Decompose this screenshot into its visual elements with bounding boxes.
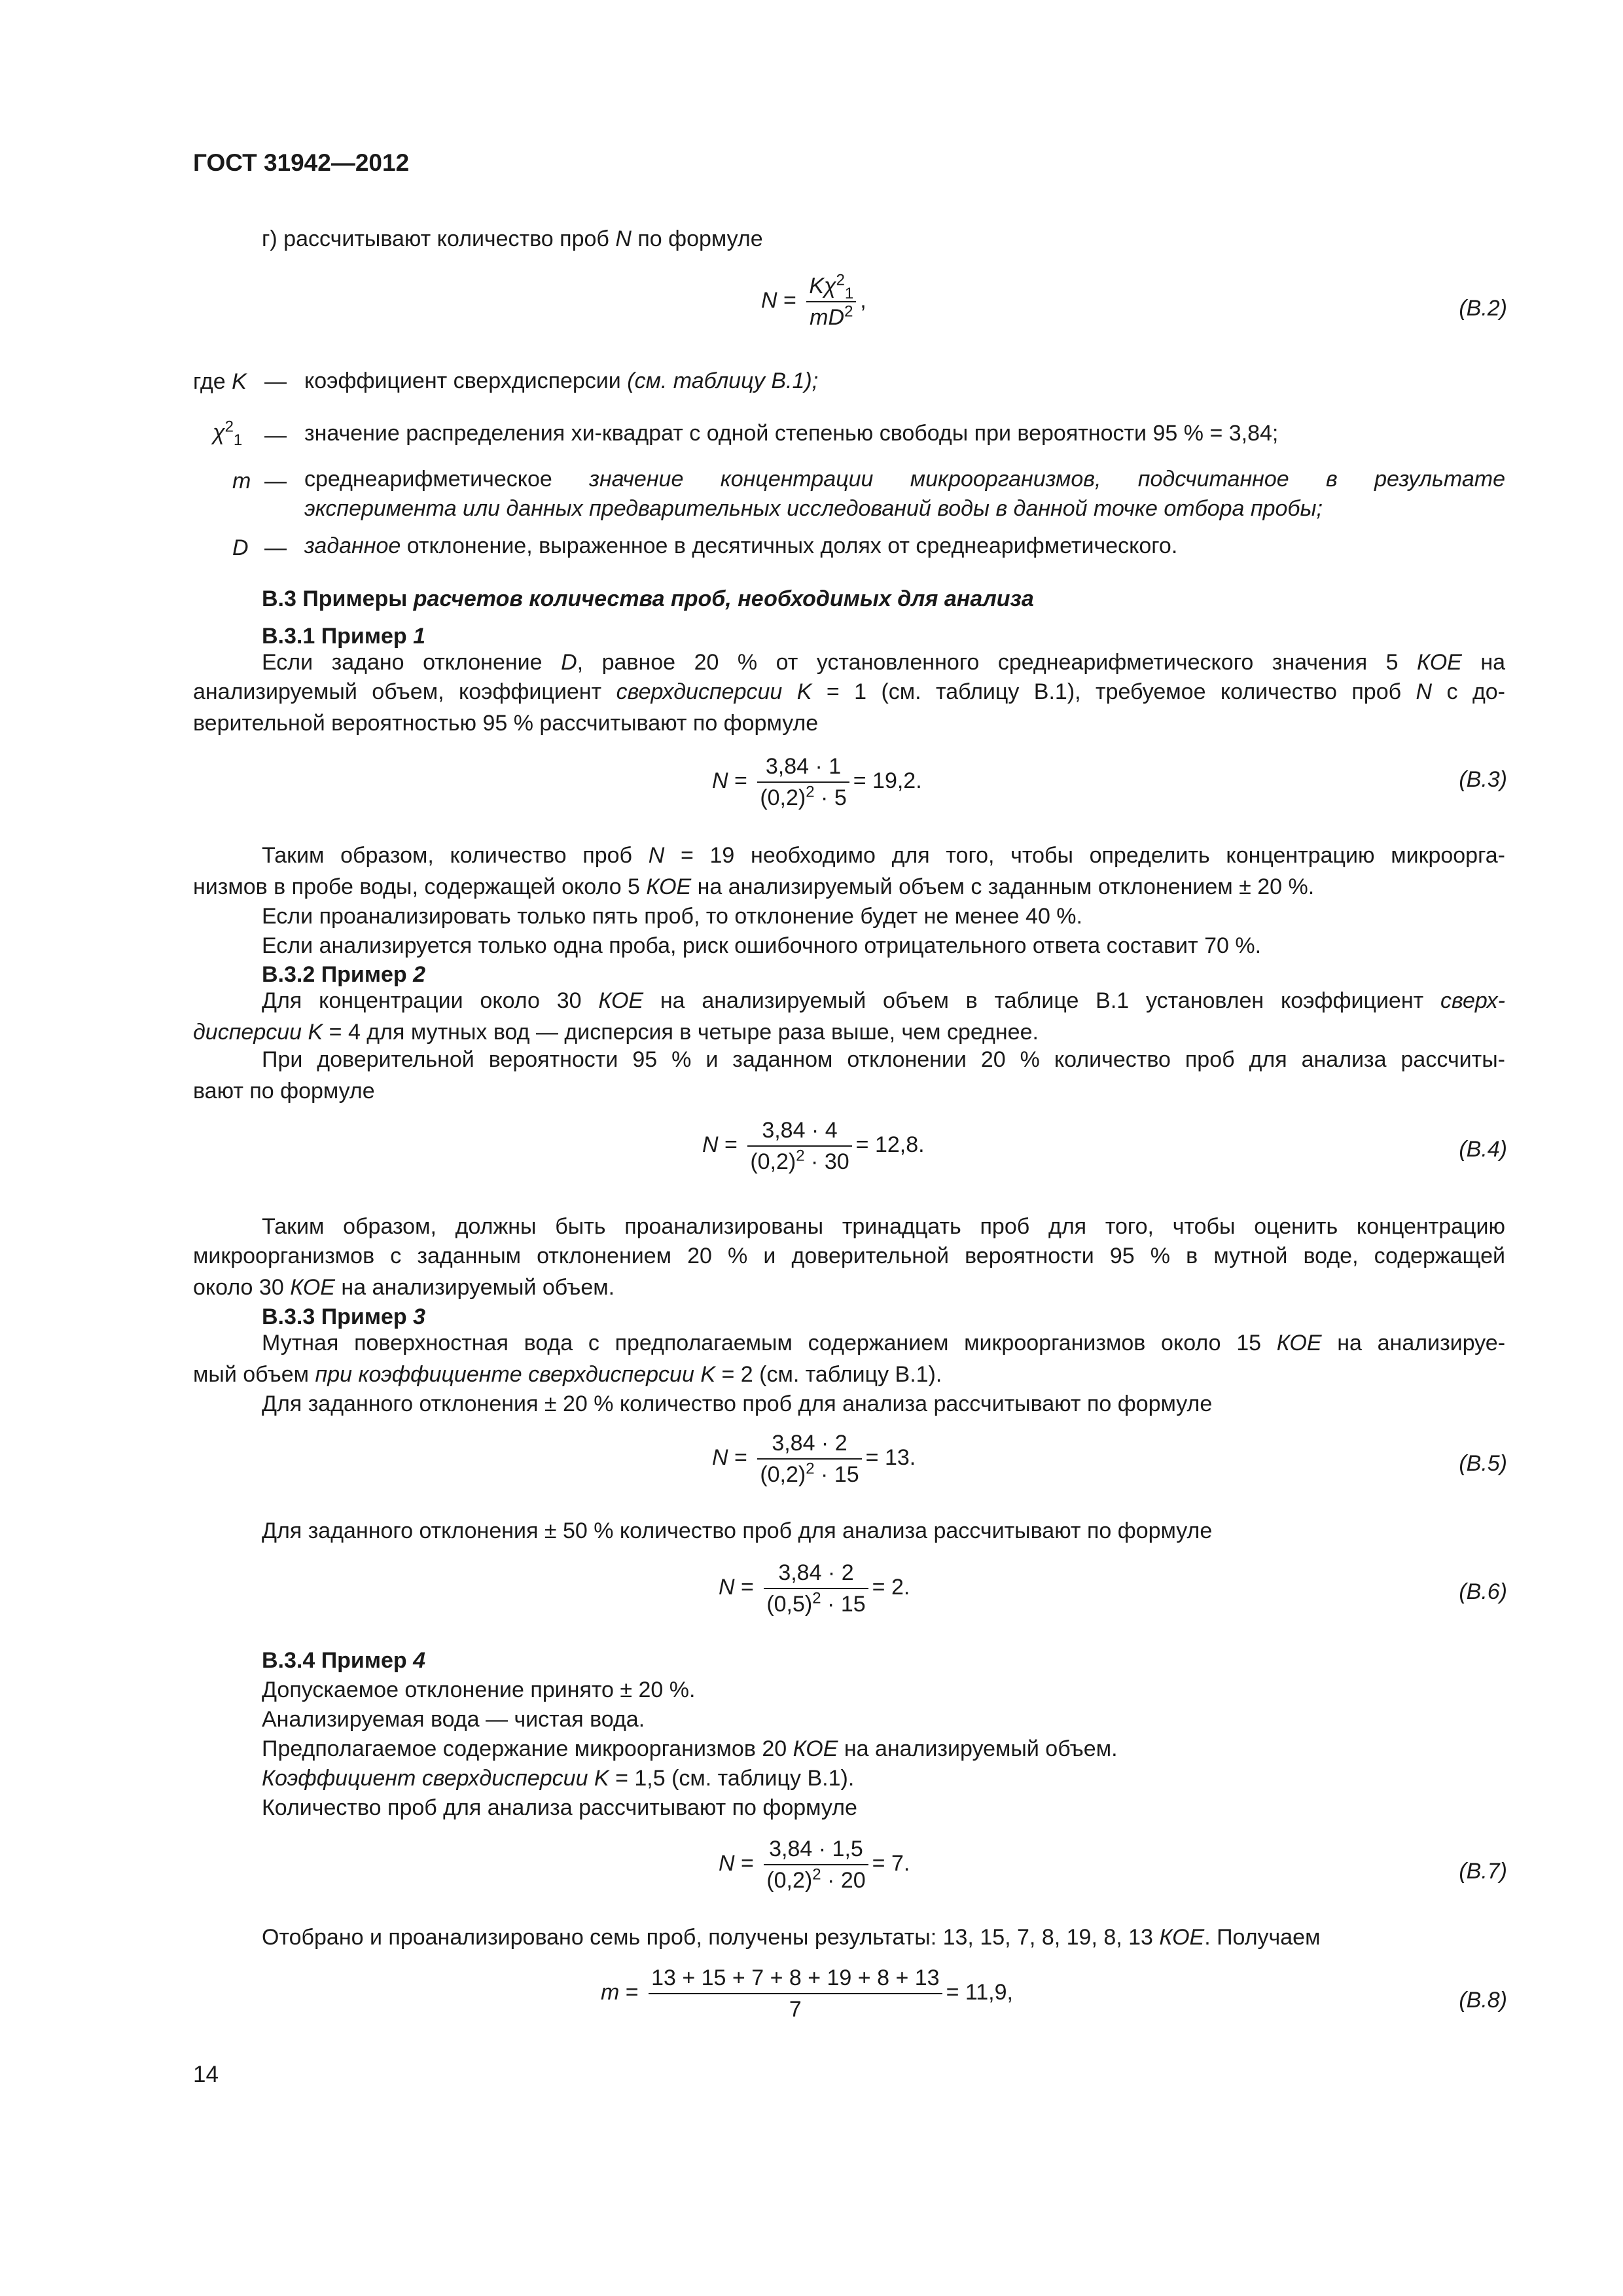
formula-b2-den-sup: 2 <box>844 302 853 321</box>
ex4-heading-text: В.3.4 Пример <box>262 1648 407 1673</box>
ex4-results-a: Отобрано и проанализировано семь проб, получены результаты: 13, 15, 7, 8, 19, 8, 13 <box>262 1925 1153 1950</box>
formula-b5-numerator: 3,84 · 2 <box>757 1432 861 1460</box>
ex3-heading <box>262 1306 425 1328</box>
formula-b7-den-tail: · 20 <box>827 1868 866 1893</box>
ex1-heading-num: 1 <box>413 624 426 649</box>
formula-b6-numerator: 3,84 · 2 <box>764 1562 868 1589</box>
formula-b8-label: (В.8) <box>1459 1988 1507 2013</box>
def-k-desc-italic: (см. таблицу В.1); <box>627 368 819 393</box>
formula-b6-lhs: N <box>719 1574 735 1600</box>
document-header: ГОСТ 31942—2012 <box>193 149 410 176</box>
formula-b5-den-tail: · 15 <box>821 1462 859 1487</box>
formula-b5-rhs: = 13. <box>865 1444 916 1470</box>
formula-b8: m = $\frac{13 + 15 + 7 + 8 + 19 + 8 + 13}{7}$ = 11,9, <box>601 1965 1013 2022</box>
ex1-p1-koe: КОЕ <box>1417 650 1462 675</box>
ex1-p4: Если анализируется только одна проба, риск ошибочного отрицательного ответа составит 70 %. <box>262 933 1262 958</box>
ex2-heading-text: В.3.2 Пример <box>262 962 407 987</box>
formula-b7-rhs: = 7. <box>872 1850 910 1876</box>
ex3-p1-l2b: = 2 (см. таблицу В.1). <box>721 1362 942 1387</box>
formula-b6-denominator <box>764 1589 868 1615</box>
formula-b3-lhs: N <box>712 768 728 793</box>
ex4-l3 <box>262 1738 1118 1760</box>
ex4-l3a: Предполагаемое содержание микроорганизмов 20 <box>262 1736 787 1761</box>
formula-b8-lhs: m <box>601 1979 620 2005</box>
formula-b7-den-sup: 2 <box>812 1865 821 1884</box>
def-d-desc-italic: заданное <box>304 533 401 558</box>
formula-b4-fraction <box>747 1119 851 1173</box>
ex2-p1-l1-it: сверх- <box>1440 988 1505 1013</box>
ex3-p1-line1 <box>262 1329 1505 1358</box>
ex1-p1-l1b: , равное 20 % от установленного среднеарифметического значения 5 <box>577 650 1399 675</box>
formula-b4-rhs: = 12,8. <box>855 1132 925 1157</box>
ex1-p2-l1b: = 19 необходимо для того, чтобы определить концентрацию микроорга- <box>680 843 1505 868</box>
ex2-p1-l2-it: дисперсии K <box>193 1020 323 1045</box>
formula-b6: N = $\frac{3,84 \cdot 2}{(0,5)^2 \cdot 15}$ = 2. <box>719 1560 910 1617</box>
def-m-desc-line2 <box>304 494 1505 524</box>
ex4-heading-num: 4 <box>413 1648 426 1673</box>
formula-b3-rhs: = 19,2. <box>853 768 922 793</box>
formula-b3-den-base: (0,2) <box>760 785 806 810</box>
ex2-p3-line2: микроорганизмов с заданным отклонением 20 % и доверительной вероятности 95 % в мутной воде, содержащей <box>193 1244 1505 1268</box>
formula-b2-denominator <box>806 302 856 329</box>
formula-b5-den-base: (0,2) <box>760 1462 806 1487</box>
intro-line <box>262 228 763 250</box>
formula-b2: N = $\frac{K\chi^2_1}{mD^2}$ , <box>761 271 866 330</box>
formula-b4-lhs: N <box>702 1132 719 1157</box>
ex3-p1-koe: КОЕ <box>1276 1331 1322 1355</box>
ex4-results-koe: КОЕ <box>1159 1925 1205 1950</box>
formula-b6-den-tail: · 15 <box>827 1592 866 1617</box>
formula-b7-den-base: (0,2) <box>766 1868 813 1893</box>
formula-b4-den-sup: 2 <box>796 1147 805 1165</box>
formula-b5-fraction <box>757 1432 861 1486</box>
formula-b3: N = $\frac{3,84 \cdot 1}{(0,2)^2 \cdot 5}$ = 19,2. <box>712 754 922 810</box>
ex4-results-b: . Получаем <box>1204 1925 1321 1950</box>
intro-tail: по формуле <box>637 226 763 251</box>
ex4-l5: Количество проб для анализа рассчитывают по формуле <box>262 1795 857 1820</box>
ex3-p2: Для заданного отклонения ± 20 % количество проб для анализа рассчитывают по формуле <box>262 1391 1213 1416</box>
formula-b3-numerator: 3,84 · 1 <box>757 755 849 783</box>
def-k-desc-plain: коэффициент сверхдисперсии <box>304 368 621 393</box>
ex2-p1-l2b: = 4 для мутных вод — дисперсия в четыре раза выше, чем среднее. <box>329 1020 1039 1045</box>
ex4-results <box>262 1926 1320 1948</box>
formula-b5-denominator <box>757 1460 861 1486</box>
def-chi-desc: значение распределения хи-квадрат с одной степенью свободы при вероятности 95 % = 3,84; <box>304 421 1279 446</box>
def-k-term: K <box>232 369 247 394</box>
formula-b2-tail: , <box>860 287 866 313</box>
def-chi-dash: — <box>264 423 287 448</box>
formula-b8-fraction <box>649 1967 942 2020</box>
ex2-p3-koe: КОЕ <box>290 1275 335 1300</box>
def-d-term <box>232 535 249 561</box>
def-m-desc-plain: среднеарифметическое <box>304 467 552 492</box>
ex4-l4-it: Коэффициент сверхдисперсии K <box>262 1766 609 1791</box>
ex1-p2-line1 <box>262 841 1505 870</box>
ex1-heading <box>262 625 425 647</box>
ex3-p1-l1b: на анализируе- <box>1337 1331 1506 1355</box>
ex1-p1-line2 <box>193 677 1505 707</box>
formula-b4-label: (В.4) <box>1459 1137 1507 1162</box>
formula-b5-lhs: N <box>712 1444 728 1470</box>
def-chi-term: χ <box>213 420 225 445</box>
def-m-dash: — <box>264 469 287 493</box>
formula-b2-label: (В.2) <box>1459 296 1507 321</box>
formula-b7-fraction <box>764 1838 868 1892</box>
ex1-p1-d: D <box>561 650 577 675</box>
ex2-p1-l1a: Для концентрации около 30 <box>262 988 582 1013</box>
ex4-l3-koe: КОЕ <box>793 1736 838 1761</box>
formula-b8-numerator: 13 + 15 + 7 + 8 + 19 + 8 + 13 <box>649 1967 942 1994</box>
ex1-p2-line2 <box>193 876 1314 898</box>
ex2-p3-line3 <box>193 1276 615 1299</box>
def-m-desc-italic-1: значение концентрации микроорганизмов, подсчитанное в результате <box>589 467 1505 492</box>
ex4-l2: Анализируемая вода — чистая вода. <box>262 1707 645 1732</box>
ex1-p1-line3: верительной вероятностью 95 % рассчитывают по формуле <box>193 711 819 736</box>
def-d-desc-plain: отклонение, выраженное в десятичных долях от среднеарифметического. <box>406 533 1178 558</box>
ex2-p2-line1: При доверительной вероятности 95 % и заданном отклонении 20 % количество проб для анализа рассчиты- <box>262 1047 1505 1072</box>
ex2-heading-num: 2 <box>413 962 426 987</box>
section-b3-heading <box>262 588 1034 610</box>
ex1-p1-l2a: анализируемый объем, коэффициент <box>193 679 602 704</box>
ex1-p1-l1: Если задано отклонение <box>262 650 543 675</box>
ex2-p1-koe: КОЕ <box>598 988 644 1013</box>
ex4-heading <box>262 1649 425 1672</box>
formula-b2-num-text: Kχ <box>809 274 836 298</box>
ex3-p1-l2a: мый объем <box>193 1362 310 1387</box>
formula-b2-num-sup: 2 <box>836 271 845 289</box>
ex1-p1-line1 <box>262 648 1505 677</box>
formula-b6-den-base: (0,5) <box>766 1592 813 1617</box>
formula-b5: N = $\frac{3,84 \cdot 2}{(0,2)^2 \cdot 15}$ = 13. <box>712 1431 916 1487</box>
ex1-p2-l2a: низмов в пробе воды, содержащей около 5 <box>193 874 640 899</box>
ex2-p2-line2: вают по формуле <box>193 1079 375 1103</box>
section-b3-num: В.3 Примеры <box>262 586 408 611</box>
ex4-l3b: на анализируемый объем. <box>844 1736 1118 1761</box>
def-where-k <box>193 369 247 395</box>
formula-b3-den-tail: · 5 <box>821 785 847 810</box>
ex3-p3: Для заданного отклонения ± 50 % количество проб для анализа рассчитывают по формуле <box>262 1518 1213 1543</box>
formula-b5-den-sup: 2 <box>806 1460 815 1478</box>
formula-b6-rhs: = 2. <box>872 1574 910 1600</box>
ex4-l4b: = 1,5 (см. таблицу В.1). <box>615 1766 855 1791</box>
ex1-p3: Если проанализировать только пять проб, то отклонение будет не менее 40 %. <box>262 904 1082 929</box>
ex2-p3-l3a: около 30 <box>193 1275 284 1300</box>
def-d-term-text: D <box>232 535 249 560</box>
formula-b7-denominator <box>764 1865 868 1892</box>
formula-b6-den-sup: 2 <box>812 1589 821 1607</box>
ex1-p1-l2c: с до- <box>1446 679 1506 704</box>
formula-b4-numerator: 3,84 · 4 <box>747 1119 851 1147</box>
intro-n: N <box>615 226 632 251</box>
def-m-desc-line1 <box>304 465 1505 494</box>
formula-b3-fraction <box>757 755 849 809</box>
ex4-l4 <box>262 1767 854 1789</box>
formula-b5-label: (В.5) <box>1459 1451 1507 1476</box>
def-chi-sup: 2 <box>224 418 234 436</box>
ex3-p1-l2-it: при коэффициенте сверхдисперсии K <box>315 1362 716 1387</box>
ex4-l1: Допускаемое отклонение принято ± 20 %. <box>262 1677 696 1702</box>
ex2-p3-line1: Таким образом, должны быть проанализированы тринадцать проб для того, чтобы оценить концентрацию <box>262 1214 1505 1239</box>
def-chi <box>213 418 243 449</box>
formula-b6-fraction <box>764 1562 868 1615</box>
ex1-p1-l1c: на <box>1480 650 1506 675</box>
formula-b7: N = $\frac{3,84 \cdot 1,5}{(0,2)^2 \cdot 20}$ = 7. <box>719 1837 910 1893</box>
ex1-p2-l2b: на анализируемый объем с заданным отклонением ± 20 %. <box>697 874 1315 899</box>
ex2-p3-l3b: на анализируемый объем. <box>341 1275 615 1300</box>
formula-b2-num-sub: 1 <box>844 284 854 302</box>
formula-b7-numerator: 3,84 · 1,5 <box>764 1838 868 1865</box>
ex1-p1-l2-n: N <box>1416 679 1433 704</box>
formula-b2-numerator <box>806 271 856 302</box>
intro-step: г) рассчитывают количество проб <box>262 226 609 251</box>
formula-b3-den-sup: 2 <box>806 783 815 801</box>
formula-b4-denominator <box>747 1147 851 1173</box>
def-k-dash: — <box>264 369 287 394</box>
formula-b2-fraction <box>806 271 856 330</box>
def-where: где <box>193 369 226 394</box>
formula-b3-denominator <box>757 783 849 809</box>
formula-b8-denominator: 7 <box>789 1997 802 2022</box>
formula-b2-den-text: mD <box>810 305 845 330</box>
def-d-desc <box>304 531 1505 561</box>
def-chi-sub: 1 <box>233 431 243 449</box>
formula-b4-den-tail: · 30 <box>811 1149 849 1174</box>
ex1-p1-l2b: = 1 (см. таблицу В.1), требуемое количество проб <box>826 679 1402 704</box>
def-m-term-text: m <box>232 469 251 493</box>
formula-b4-den-base: (0,2) <box>750 1149 796 1174</box>
ex2-p1-line2 <box>193 1021 1039 1043</box>
ex3-heading-num: 3 <box>413 1304 426 1329</box>
formula-b7-label: (В.7) <box>1459 1859 1507 1884</box>
formula-b6-label: (В.6) <box>1459 1579 1507 1604</box>
def-m-term <box>232 469 251 494</box>
ex1-p2-l1a: Таким образом, количество проб <box>262 843 632 868</box>
formula-b3-label: (В.3) <box>1459 767 1507 792</box>
def-k-desc <box>304 367 1505 396</box>
ex3-heading-text: В.3.3 Пример <box>262 1304 407 1329</box>
ex1-p2-koe: КОЕ <box>646 874 692 899</box>
ex3-p1-l1a: Мутная поверхностная вода с предполагаемым содержанием микроорганизмов около 15 <box>262 1331 1262 1355</box>
ex1-p1-l2-it: сверхдисперсии K <box>616 679 812 704</box>
formula-b7-lhs: N <box>719 1850 735 1876</box>
ex2-p1-l1b: на анализируемый объем в таблице В.1 установлен коэффициент <box>660 988 1424 1013</box>
ex1-heading-text: В.3.1 Пример <box>262 624 407 649</box>
ex2-heading <box>262 963 425 986</box>
formula-b4: N = $\frac{3,84 \cdot 4}{(0,2)^2 \cdot 30}$ = 12,8. <box>702 1118 925 1174</box>
def-d-dash: — <box>264 535 287 560</box>
ex3-p1-line2 <box>193 1363 942 1386</box>
formula-b2-lhs: N <box>761 287 777 313</box>
ex1-p2-n: N <box>648 843 665 868</box>
section-b3-title: расчетов количества проб, необходимых для анализа <box>413 586 1034 611</box>
def-m-desc-italic-2: эксперимента или данных предварительных исследований воды в данной точке отбора пробы; <box>304 496 1323 521</box>
page-number: 14 <box>193 2062 219 2087</box>
ex2-p1-line1 <box>262 986 1505 1016</box>
formula-b8-rhs: = 11,9, <box>946 1979 1013 2005</box>
